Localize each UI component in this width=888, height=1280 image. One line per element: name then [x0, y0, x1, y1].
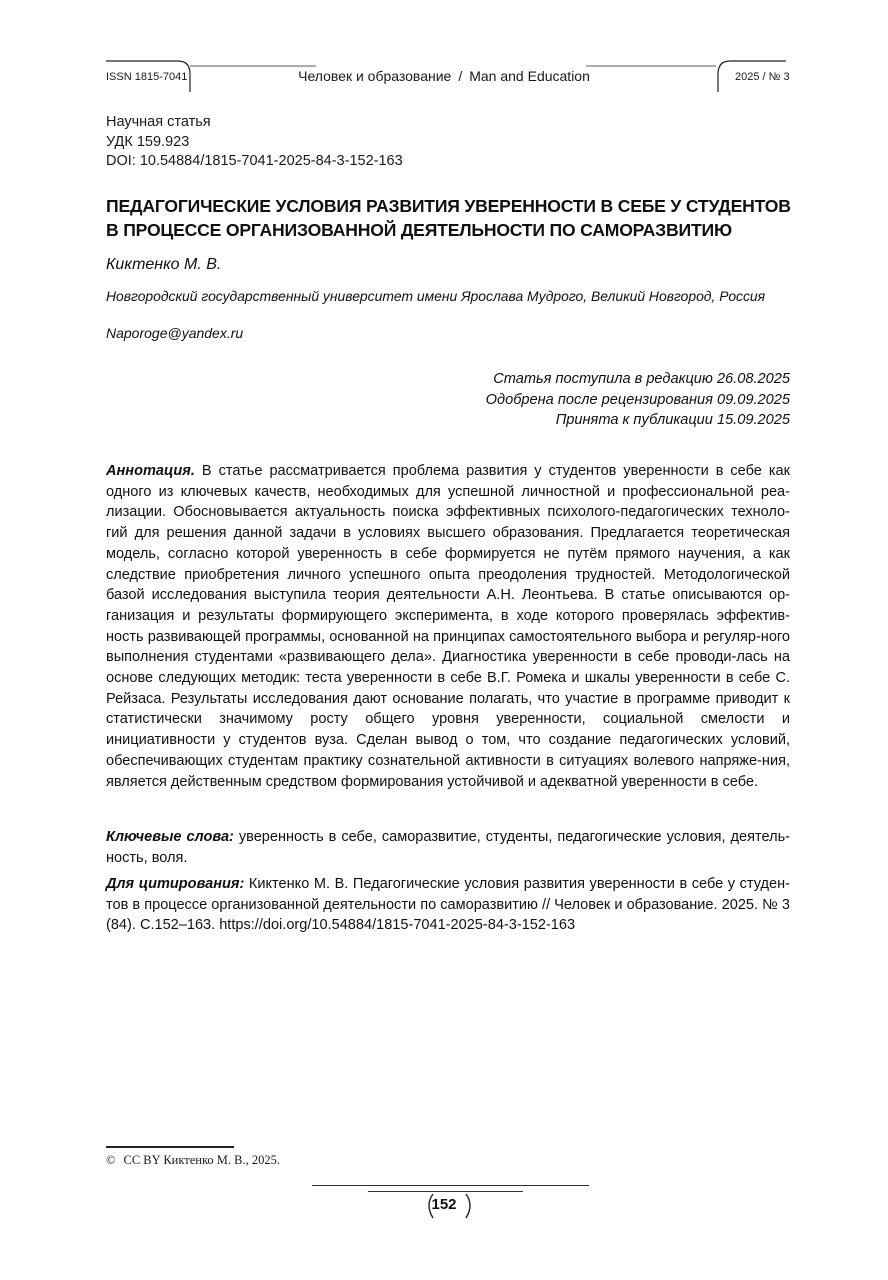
abstract-line: и инициативности у студентов вуза. Сделан вывод о том, что создание педагогических условий,	[106, 711, 790, 749]
abstract-line: базой исследования выступила теория деятельности А.Н. Леонтьева. В статье описываются ор-	[106, 587, 790, 604]
abstract-line: ния, является действенным средством формирования устойчивой и адекватной уверенности в	[106, 752, 790, 790]
abstract-line: одного из ключевых качеств, необходимых для успешной личностной и профессиональной реа-	[106, 483, 790, 500]
abstract-line: лизации. Обосновывается актуальность поиска эффективных психолого-педагогических техноло-	[106, 504, 790, 521]
citation-label: Для цитирования:	[106, 876, 245, 892]
journal-title-separator: /	[458, 68, 463, 84]
article-title-line: В ПРОЦЕССЕ ОРГАНИЗОВАННОЙ ДЕЯТЕЛЬНОСТИ ПО САМОРАЗВИТИЮ	[106, 220, 732, 240]
abstract-line: следствие приобретения личного успешного опыта преодоления трудностей. Методологической	[106, 566, 790, 583]
abstract-line: в себе С. Рейзаса. Результаты исследования дают основание полагать, что участие в программе	[106, 670, 790, 707]
abstract-line: модель, согласно которой уверенность в себе формируется не путём прямого научения, а как	[106, 545, 790, 562]
citation-line: № 3 (84). С.152–163. https://doi.org/10.54884/1815-7041-2025-84-3-152-163	[106, 896, 790, 934]
page-number: 152	[431, 1196, 457, 1213]
udc-code: УДК 159.923	[106, 133, 190, 150]
journal-title-en: Man and Education	[469, 68, 590, 84]
abstract-label: Аннотация.	[106, 463, 195, 479]
article-type: Научная статья	[106, 114, 211, 130]
doi: DOI: 10.54884/1815-7041-2025-84-3-152-163	[106, 153, 403, 169]
abstract-line: обеспечивающих студентам практику сознательной активности в ситуациях волевого напряже-	[106, 752, 762, 769]
journal-title-ru: Человек и образование	[298, 68, 452, 84]
citation-line: тов в процессе организованной деятельности по саморазвитию // Человек и образование. 2025.	[106, 896, 759, 913]
abstract-line: ганизация и результаты формирующего эксперимента, в ходе которого проверялась эффектив-	[106, 607, 790, 624]
date-accepted: Принята к публикации 15.09.2025	[555, 412, 790, 428]
citation-line: Киктенко М. В. Педагогические условия развития уверенности в себе у студен-	[248, 876, 790, 892]
author: Киктенко М. В.	[106, 256, 222, 273]
copyright-text: CC BY Киктенко М. В., 2025.	[123, 1153, 280, 1167]
issn: ISSN 1815-7041	[106, 71, 188, 83]
abstract-line: гий для решения данной задачи в условиях высшего образования. Предлагается теоретическая	[106, 525, 790, 542]
abstract-line: себе.	[722, 773, 759, 790]
abstract-line: лась на основе следующих методик: теста уверенности в себе В.Г. Ромека и шкалы уверенности	[106, 649, 790, 687]
affiliation: Новгородский государственный университет имени Ярослава Мудрого, Великий Новгород, Россия	[106, 288, 766, 304]
abstract-line: ность развивающей программы, основанной на принципах самостоятельного выбора и регуляр-	[106, 628, 761, 645]
copyright-icon: ©	[106, 1153, 116, 1167]
date-received: Статья поступила в редакцию 26.08.2025	[493, 371, 790, 387]
issue-number: 2025 / № 3	[735, 71, 790, 83]
article-title-line: ПЕДАГОГИЧЕСКИЕ УСЛОВИЯ РАЗВИТИЯ УВЕРЕННОСТИ В СЕБЕ У СТУДЕНТОВ	[106, 196, 791, 216]
date-reviewed: Одобрена после рецензирования 09.09.2025	[485, 391, 790, 408]
abstract-line: ного выполнения студентами «развивающего дела». Диагностика уверенности в себе проводи-	[106, 628, 790, 666]
abstract-line: приводит к статистически значимому росту общего уровня уверенности, социальной смелости	[106, 690, 791, 728]
author-email: Naporoge@yandex.ru	[106, 325, 244, 341]
keywords-line: ность, воля.	[106, 849, 188, 866]
keywords-label: Ключевые слова:	[106, 829, 234, 845]
keywords-line: уверенность в себе, саморазвитие, студенты, педагогические условия, деятель-	[238, 829, 790, 845]
abstract-line: В статье рассматривается проблема развития у студентов уверенности в себе как	[201, 463, 790, 479]
